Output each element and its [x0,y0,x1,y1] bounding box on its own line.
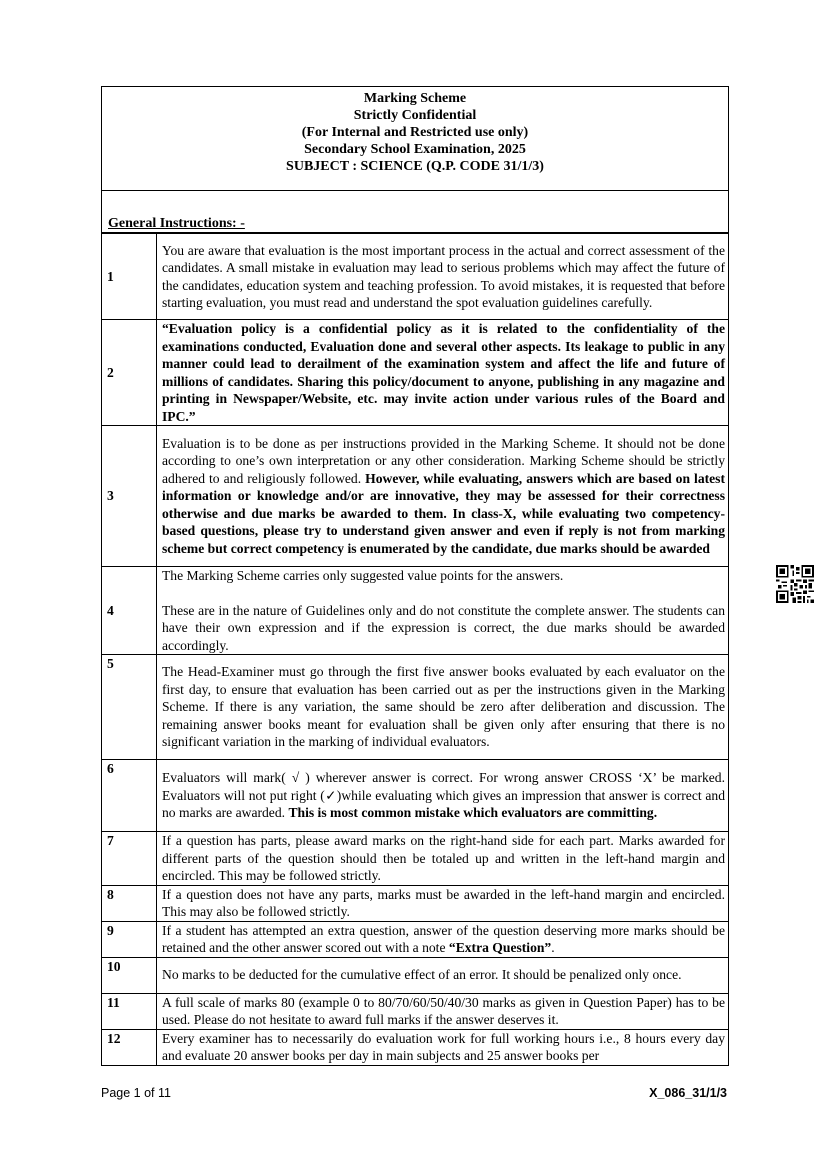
page-number: Page 1 of 11 [101,1086,171,1100]
table-row [102,426,728,567]
instruction-text-bold: “Extra Question” [448,940,552,955]
table-row [102,234,728,320]
header-title: Marking Scheme [363,91,467,106]
instruction-text: “Evaluation policy is a confidential policy as it is related to the confidentiality of the examinations conducted, Evaluation done and several other aspects. Its leakage to public in any manner could lead to derailment of the examination system and affect the life and future of millions of candidates. Sharing this policy/document to anyone, publishing in any magazine and printing in Newspaper/Website, etc. may invite action under various rules of the Board and IPC.” [157,320,729,426]
table-row [102,957,728,993]
instructions-table [102,233,728,1065]
general-instructions-row [102,191,728,233]
instruction-number: 6 [102,760,157,832]
instruction-text [157,760,729,832]
instruction-text-plain: If a student has attempted an extra question, answer of the question deserving more marks should be retained and the other answer scored out with a note [162,922,725,955]
instruction-number: 5 [102,655,157,760]
instruction-number: 1 [102,234,157,320]
instruction-number: 2 [102,320,157,426]
instruction-text-plain: Evaluators will mark( √ ) wherever answer is correct. For wrong answer CROSS ‘X’ be marked. Evaluators will not put right (✓)while evaluating which gives an impression that answer is correct and no marks are awarded. [162,770,725,821]
marking-scheme-frame [101,86,729,1066]
header-confidential: Strictly Confidential [353,108,477,123]
instruction-text: No marks to be deducted for the cumulative effect of an error. It should be penalized only once. [157,957,729,993]
instruction-text [157,921,729,957]
table-row [102,832,728,886]
table-row [102,921,728,957]
instruction-text [157,567,729,655]
table-row [102,320,728,426]
table-row [102,993,728,1029]
instruction-number: 12 [102,1029,157,1065]
document-header [102,87,728,191]
instruction-number: 3 [102,426,157,567]
instruction-text [157,426,729,567]
table-row [102,1029,728,1065]
instruction-number: 7 [102,832,157,886]
instruction-number: 10 [102,957,157,993]
qr-code-icon [776,565,814,603]
instruction-text-bold: This is most common mistake which evaluators are committing. [288,805,658,821]
document-code: X_086_31/1/3 [649,1086,727,1100]
instruction-text: Every examiner has to necessarily do evaluation work for full working hours i.e., 8 hours every day and evaluate 20 answer books per day in main subjects and 25 answer books per [157,1029,729,1065]
header-restricted: (For Internal and Restricted use only) [301,125,529,140]
instruction-text-bold: However, while evaluating, answers which are based on latest information or knowledge and/or are innovative, they may be assessed for their correctness otherwise and due marks be awarded to them. In class-X, while evaluating two competency-based questions, please try to understand given answer and even if reply is not from marking scheme but correct competency is enumerated by the candidate, due marks should be awarded [162,470,726,556]
instruction-number: 4 [102,567,157,655]
table-row [102,655,728,760]
instruction-text-plain: Evaluation is to be done as per instructions provided in the Marking Scheme. It should not be done according to one’s own interpretation or any other consideration. Marking Scheme should be strictly adhered to and religiously followed. [162,435,725,486]
instruction-number: 9 [102,921,157,957]
instruction-text: You are aware that evaluation is the most important process in the actual and correct assessment of the candidates. A small mistake in evaluation may lead to serious problems which may affect the future of the candidates, education system and teaching profession. To avoid mistakes, it is requested that before starting evaluation, you must read and understand the spot evaluation guidelines carefully. [157,234,729,320]
instruction-text-b: These are in the nature of Guidelines only and do not constitute the complete answer. The students can have their own expression and if the expression is correct, the due marks should be awarded accordingly. [162,602,725,653]
instruction-number: 8 [102,885,157,921]
instruction-text-a: The Marking Scheme carries only suggested value points for the answers. [162,568,564,583]
table-row [102,567,728,655]
instruction-text: If a question does not have any parts, marks must be awarded in the left-hand margin and encircled. This may also be followed strictly. [157,885,729,921]
instruction-number: 11 [102,993,157,1029]
instruction-text-end: . [551,940,555,955]
general-instructions-title: General Instructions: - [108,216,245,231]
instruction-text: If a question has parts, please award marks on the right-hand side for each part. Marks awarded for different parts of the question should then be totaled up and written in the left-hand margin and encircled. This may be followed strictly. [157,832,729,886]
table-row [102,885,728,921]
instruction-text: The Head-Examiner must go through the first five answer books evaluated by each evaluator on the first day, to ensure that evaluation has been carried out as per the instructions given in the Marking Scheme. If there is any variation, the same should be zero after deliberation and discussion. The remaining answer books meant for evaluation shall be given only after ensuring that there is no significant variation in the marking of individual evaluators. [157,655,729,760]
table-row [102,760,728,832]
instruction-text: A full scale of marks 80 (example 0 to 80/70/60/50/40/30 marks as given in Question Paper) has to be used. Please do not hesitate to award full marks if the answer deserves it. [157,993,729,1029]
header-exam: Secondary School Examination, 2025 [304,142,526,157]
header-subject: SUBJECT : SCIENCE (Q.P. CODE 31/1/3) [286,159,544,174]
